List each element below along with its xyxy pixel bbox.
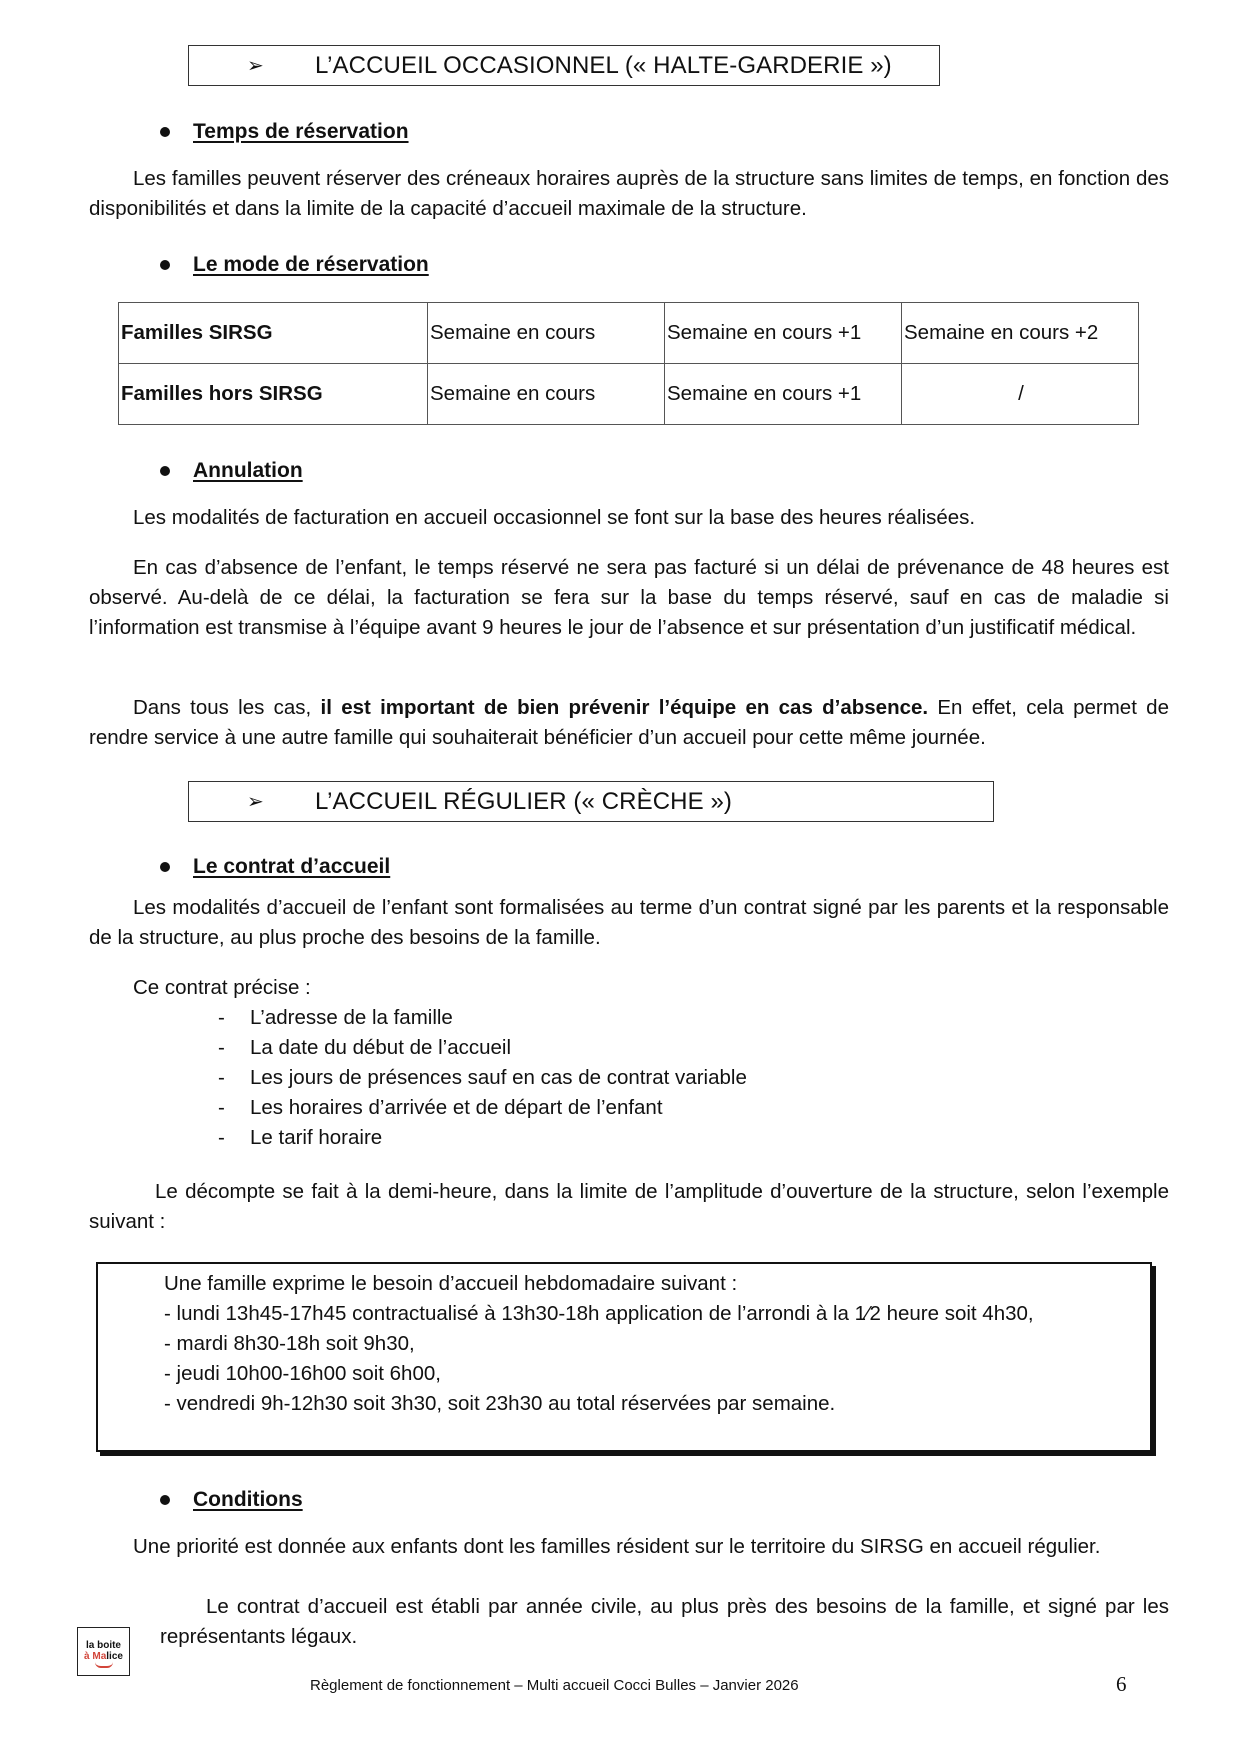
section-heading-accueil-regulier	[188, 781, 994, 822]
table-cell: Familles SIRSG	[119, 303, 428, 364]
section-title: L’ACCUEIL OCCASIONNEL (« HALTE-GARDERIE »)	[315, 51, 892, 79]
list-item: - L’adresse de la famille	[218, 1006, 453, 1029]
heading-temps-reservation: Temps de réservation	[160, 120, 409, 144]
section-heading-accueil-occasionnel	[188, 45, 940, 86]
heading-mode-reservation: Le mode de réservation	[160, 253, 429, 277]
reservation-mode-table	[118, 302, 1139, 425]
footer-text: Règlement de fonctionnement – Multi accueil Cocci Bulles – Janvier 2026	[310, 1677, 799, 1694]
list-item: - Les jours de présences sauf en cas de contrat variable	[218, 1066, 747, 1089]
paragraph-conditions-1: Une priorité est donnée aux enfants dont les familles résident sur le territoire du SIRSG en accueil régulier.	[133, 1535, 1101, 1558]
page-number: 6	[1116, 1672, 1127, 1696]
contrat-intro: Ce contrat précise :	[133, 976, 311, 999]
list-item: - Les horaires d’arrivée et de départ de l’enfant	[218, 1096, 663, 1119]
table-cell: Semaine en cours	[428, 364, 665, 425]
paragraph-temps-reservation: Les familles peuvent réserver des créneaux horaires auprès de la structure sans limites de temps, en fonction des disponibilités et dans la limite de la capacité d’accueil maximale de la structure.	[89, 167, 1169, 220]
bullet-icon	[160, 1495, 170, 1505]
bullet-icon	[160, 260, 170, 270]
table-cell: Semaine en cours +1	[665, 364, 902, 425]
arrow-bullet-icon: ➢	[247, 55, 264, 77]
contrat-items-list	[218, 1003, 747, 1153]
example-line: - vendredi 9h-12h30 soit 3h30, soit 23h30 au total réservées par semaine.	[164, 1392, 836, 1415]
table-row	[119, 303, 1139, 364]
example-line: Une famille exprime le besoin d’accueil hebdomadaire suivant :	[164, 1272, 738, 1295]
heading-annulation: Annulation	[160, 459, 303, 483]
section-title: L’ACCUEIL RÉGULIER (« CRÈCHE »)	[315, 787, 732, 815]
table-row	[119, 364, 1139, 425]
bullet-icon	[160, 862, 170, 872]
table-cell: Semaine en cours	[428, 303, 665, 364]
example-line: - lundi 13h45-17h45 contractualisé à 13h30-18h application de l’arrondi à la 1⁄2 heure soit 4h30,	[164, 1302, 1034, 1325]
table-cell: Familles hors SIRSG	[119, 364, 428, 425]
list-item: - Le tarif horaire	[218, 1126, 383, 1149]
heading-conditions: Conditions	[160, 1488, 303, 1512]
example-box	[96, 1262, 1152, 1452]
example-line: - jeudi 10h00-16h00 soit 6h00,	[164, 1362, 441, 1385]
table-cell: Semaine en cours +1	[665, 303, 902, 364]
bullet-icon	[160, 127, 170, 137]
example-line: - mardi 8h30-18h soit 9h30,	[164, 1332, 415, 1355]
emphasis-text: il est important de bien prévenir l’équipe en cas d’absence.	[320, 696, 929, 719]
table-cell: /	[902, 364, 1139, 425]
table-cell: Semaine en cours +2	[902, 303, 1139, 364]
paragraph-decompte: Le décompte se fait à la demi-heure, dans la limite de l’amplitude d’ouverture de la structure, selon l’exemple suivant :	[89, 1180, 1169, 1233]
bullet-icon	[160, 466, 170, 476]
paragraph-contrat-1: Les modalités d’accueil de l’enfant sont formalisées au terme d’un contrat signé par les parents et la responsable de la structure, au plus proche des besoins de la famille.	[89, 896, 1169, 949]
paragraph-annulation-2: En cas d’absence de l’enfant, le temps réservé ne sera pas facturé si un délai de prévenance de 48 heures est observé. Au-delà de ce délai, la facturation se fera sur la base du temps réservé, sauf en cas de maladie si l’information est transmise à l’équipe avant 9 heures le jour de l’absence et sur présentation d’un justificatif médical.	[89, 556, 1169, 639]
paragraph-annulation-1: Les modalités de facturation en accueil occasionnel se font sur la base des heures réalisées.	[133, 506, 976, 529]
arrow-bullet-icon: ➢	[247, 791, 264, 813]
logo: la boite à Malice	[77, 1627, 130, 1676]
paragraph-annulation-3: Dans tous les cas, il est important de bien prévenir l’équipe en cas d’absence. En effet, cela permet de rendre service à une autre famille qui souhaiterait bénéficier d’un accueil pour cette même journée.	[89, 696, 1169, 749]
paragraph-conditions-2: Le contrat d’accueil est établi par année civile, au plus près des besoins de la famille, et signé par les représentants légaux.	[160, 1595, 1169, 1648]
list-item: - La date du début de l’accueil	[218, 1036, 512, 1059]
heading-contrat-accueil: Le contrat d’accueil	[160, 855, 390, 879]
